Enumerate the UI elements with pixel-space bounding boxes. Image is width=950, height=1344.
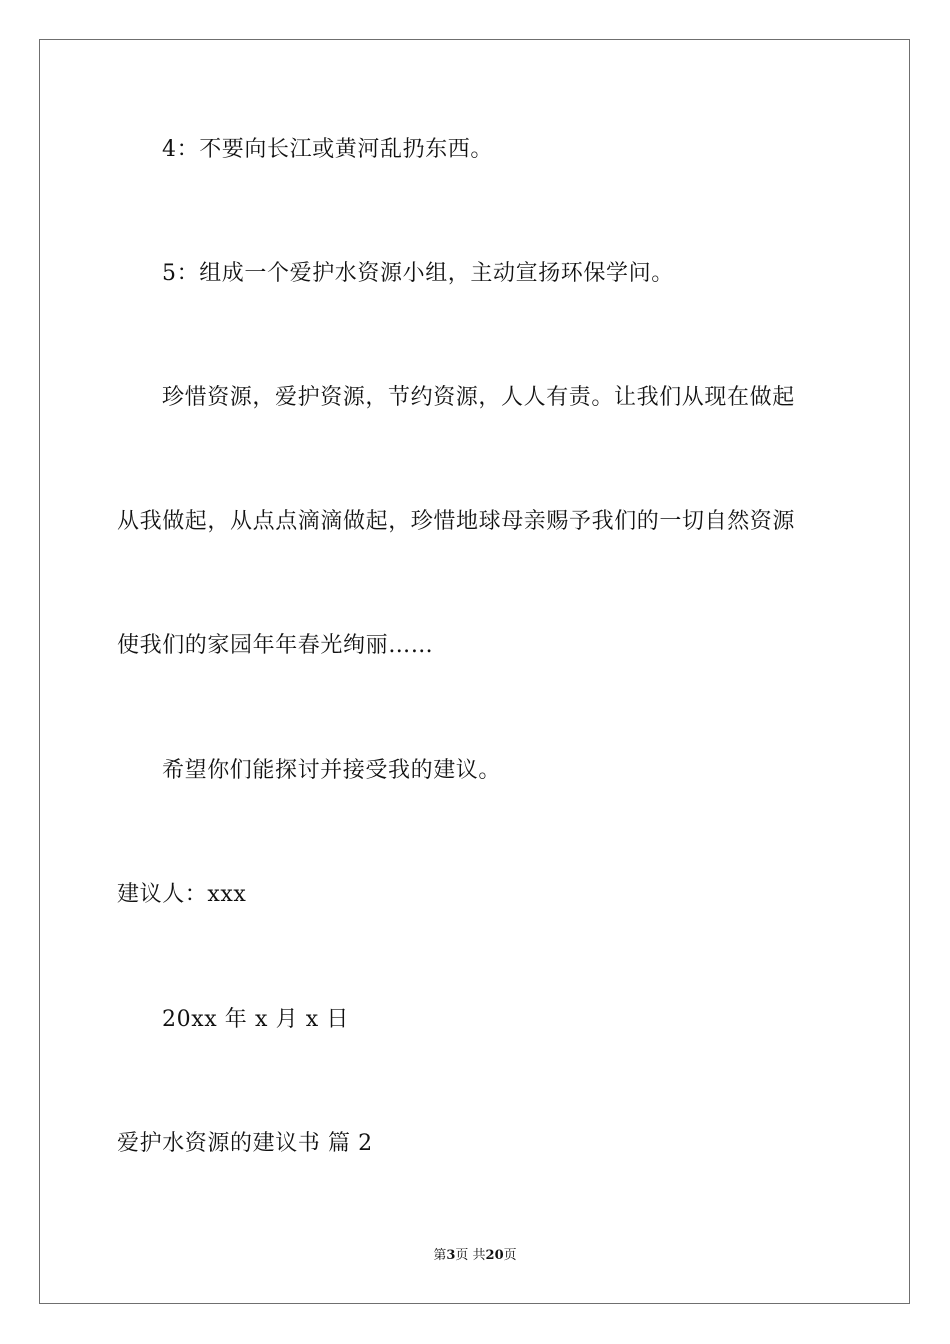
page-frame [39, 39, 910, 1304]
list-item-5: 5：组成一个爱护水资源小组，主动宣扬环保学问。 [162, 261, 674, 286]
date-line: 20xx 年 x 月 x 日 [162, 1007, 349, 1032]
section-heading: 爱护水资源的建议书 篇 2 [117, 1131, 373, 1156]
signer-line: 建议人：xxx [117, 882, 247, 907]
paragraph-line: 使我们的家园年年春光绚丽…… [117, 633, 434, 658]
closing-line: 希望你们能探讨并接受我的建议。 [162, 758, 502, 783]
paragraph-line: 珍惜资源，爱护资源，节约资源，人人有责。让我们从现在做起 [162, 385, 795, 410]
footer-prefix: 第 [433, 1248, 447, 1263]
footer-suffix: 页 [503, 1248, 517, 1263]
footer-middle: 页 共 [455, 1248, 486, 1263]
paragraph-line: 从我做起，从点点滴滴做起，珍惜地球母亲赐予我们的一切自然资源 [117, 509, 796, 534]
list-item-4: 4：不要向长江或黄河乱扔东西。 [162, 137, 493, 162]
total-pages: 20 [485, 1248, 504, 1263]
page-footer [0, 1246, 950, 1266]
page-number: 3 [446, 1248, 456, 1263]
